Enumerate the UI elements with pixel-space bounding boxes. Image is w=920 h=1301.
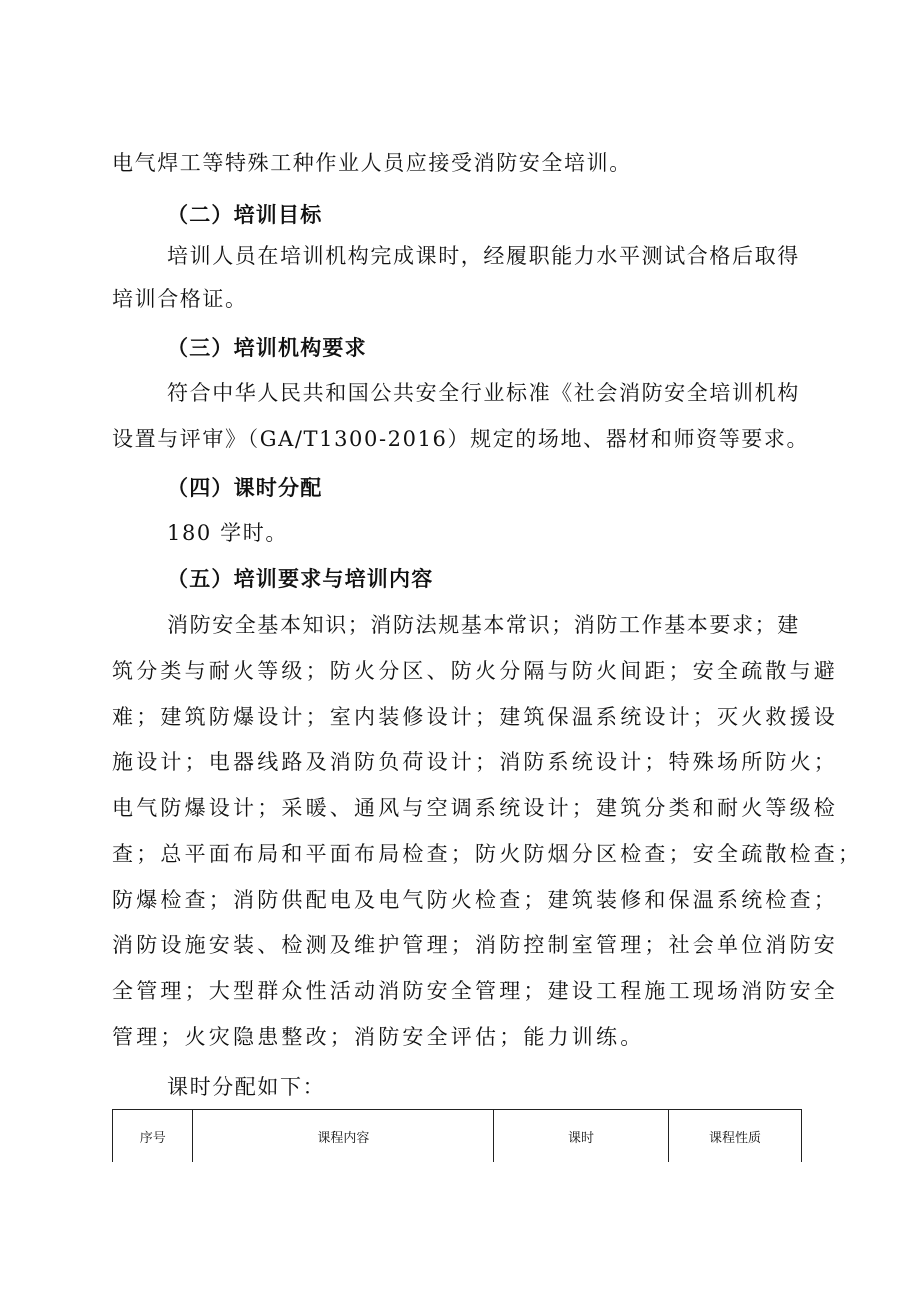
- paragraph-line: 防爆检查；消防供配电及电气防火检查；建筑装修和保温系统检查；: [112, 888, 838, 912]
- paragraph-line: 筑分类与耐火等级；防火分区、防火分隔与防火间距；安全疏散与避: [112, 659, 838, 683]
- paragraph-line: 难；建筑防爆设计；室内装修设计；建筑保温系统设计；灭火救援设: [112, 705, 838, 729]
- paragraph-line: 消防安全基本知识；消防法规基本常识；消防工作基本要求；建: [167, 613, 800, 637]
- section-heading-institution-requirements: （三）培训机构要求: [167, 336, 367, 360]
- paragraph-line: 查；总平面布局和平面布局检查；防火防烟分区检查；安全疏散检查；: [112, 842, 863, 866]
- column-header-course-content: 课程内容: [193, 1110, 494, 1163]
- paragraph-line: 管理；火灾隐患整改；消防安全评估；能力训练。: [112, 1025, 645, 1049]
- column-header-index: 序号: [113, 1110, 193, 1163]
- table-header-row: [113, 1110, 802, 1163]
- paragraph-line: 消防设施安装、检测及维护管理；消防控制室管理；社会单位消防安: [112, 933, 838, 957]
- paragraph-line: 施设计；电器线路及消防负荷设计；消防系统设计；特殊场所防火；: [112, 750, 838, 774]
- intro-tail-paragraph: 电气焊工等特殊工种作业人员应接受消防安全培训。: [112, 151, 632, 175]
- section-heading-training-goal: （二）培训目标: [167, 203, 323, 227]
- paragraph-line: 电气防爆设计；采暖、通风与空调系统设计；建筑分类和耐火等级检: [112, 796, 838, 820]
- column-header-course-nature: 课程性质: [668, 1110, 801, 1163]
- table-intro: 课时分配如下：: [167, 1075, 326, 1099]
- paragraph-line: 全管理；大型群众性活动消防安全管理；建设工程施工现场消防安全: [112, 979, 838, 1003]
- section-heading-hours-allocation: （四）课时分配: [167, 476, 323, 500]
- paragraph-line: 培训合格证。: [112, 287, 248, 311]
- column-header-hours: 课时: [494, 1110, 669, 1163]
- paragraph-line: 设置与评审》（GA/T1300-2016）规定的场地、器材和师资等要求。: [112, 427, 810, 451]
- paragraph-line: 180 学时。: [167, 521, 288, 545]
- section-heading-training-content: （五）培训要求与培训内容: [167, 567, 434, 591]
- paragraph-line: 符合中华人民共和国公共安全行业标准《社会消防安全培训机构: [167, 381, 800, 405]
- course-hours-table: [112, 1109, 802, 1162]
- paragraph-line: 培训人员在培训机构完成课时，经履职能力水平测试合格后取得: [167, 244, 800, 268]
